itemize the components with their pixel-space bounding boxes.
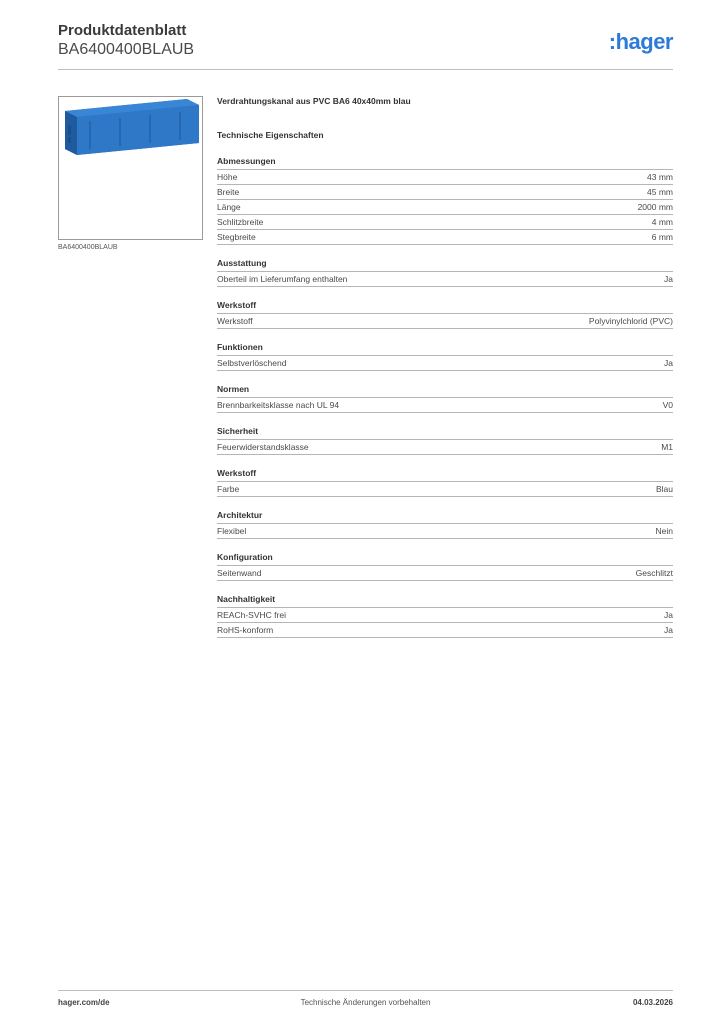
spec-label: Schlitzbreite [217, 217, 264, 227]
spec-value: 4 mm [651, 217, 673, 227]
spec-label: Stegbreite [217, 232, 256, 242]
section-title: Architektur [217, 510, 673, 524]
spec-value: Polyvinylchlorid (PVC) [588, 316, 673, 326]
spec-value: Ja [664, 358, 673, 368]
spec-section [217, 342, 673, 371]
footer-website: hager.com/de [58, 998, 110, 1007]
spec-section [217, 510, 673, 539]
spec-row [217, 440, 673, 455]
spec-sections [217, 156, 673, 638]
spec-row [217, 398, 673, 413]
section-title: Funktionen [217, 342, 673, 356]
spec-value: 2000 mm [637, 202, 673, 212]
spec-row [217, 215, 673, 230]
spec-row [217, 170, 673, 185]
section-title: Konfiguration [217, 552, 673, 566]
spec-label: Farbe [217, 484, 240, 494]
spec-value: Ja [664, 625, 673, 635]
spec-row [217, 200, 673, 215]
section-title: Nachhaltigkeit [217, 594, 673, 608]
spec-section [217, 468, 673, 497]
spec-row [217, 623, 673, 638]
spec-value: Geschlitzt [635, 568, 673, 578]
spec-section [217, 552, 673, 581]
spec-row [217, 608, 673, 623]
spec-value: 6 mm [651, 232, 673, 242]
spec-row [217, 566, 673, 581]
spec-section [217, 426, 673, 455]
spec-label: Oberteil im Lieferumfang enthalten [217, 274, 348, 284]
spec-value: 45 mm [647, 187, 673, 197]
spec-label: Länge [217, 202, 241, 212]
spec-section [217, 300, 673, 329]
spec-section [217, 156, 673, 245]
spec-label: Höhe [217, 172, 238, 182]
section-title: Abmessungen [217, 156, 673, 170]
image-caption: BA6400400BLAUB [58, 244, 118, 251]
spec-row [217, 356, 673, 371]
header-divider [58, 69, 673, 70]
spec-row [217, 185, 673, 200]
spec-row [217, 272, 673, 287]
spec-value: 43 mm [647, 172, 673, 182]
spec-label: Werkstoff [217, 316, 253, 326]
spec-value: Ja [664, 610, 673, 620]
article-number: BA6400400BLAUB [58, 41, 195, 58]
spec-value: Nein [655, 526, 673, 536]
footer-disclaimer: Technische Änderungen vorbehalten [300, 998, 431, 1007]
section-title: Normen [217, 384, 673, 398]
spec-label: Breite [217, 187, 240, 197]
spec-label: RoHS-konform [217, 625, 274, 635]
spec-label: Selbstverlöschend [217, 358, 287, 368]
spec-value: M1 [661, 442, 673, 452]
spec-label: Flexibel [217, 526, 247, 536]
section-title: Werkstoff [217, 300, 673, 314]
product-description: Verdrahtungskanal aus PVC BA6 40x40mm blau [217, 96, 411, 106]
spec-row [217, 314, 673, 329]
cable-duct-illustration [59, 97, 202, 239]
spec-value: Blau [655, 484, 673, 494]
spec-section [217, 258, 673, 287]
spec-section [217, 594, 673, 638]
spec-content [217, 96, 673, 638]
product-image [58, 96, 203, 240]
spec-label: Feuerwiderstandsklasse [217, 442, 309, 452]
spec-section [217, 384, 673, 413]
spec-label: Seitenwand [217, 568, 262, 578]
spec-row [217, 482, 673, 497]
document-title: Produktdatenblatt [58, 22, 187, 39]
spec-row [217, 230, 673, 245]
spec-row [217, 524, 673, 539]
spec-value: V0 [662, 400, 673, 410]
footer-divider [58, 990, 673, 991]
spec-label: Brennbarkeitsklasse nach UL 94 [217, 400, 340, 410]
footer-date: 04.03.2026 [632, 998, 673, 1007]
section-title: Ausstattung [217, 258, 673, 272]
spec-label: REACh-SVHC frei [217, 610, 286, 620]
section-title: Werkstoff [217, 468, 673, 482]
hager-logo: :hager [608, 29, 673, 54]
tech-properties-title: Technische Eigenschaften [217, 130, 324, 140]
page-header [58, 22, 673, 70]
section-title: Sicherheit [217, 426, 673, 440]
spec-value: Ja [664, 274, 673, 284]
